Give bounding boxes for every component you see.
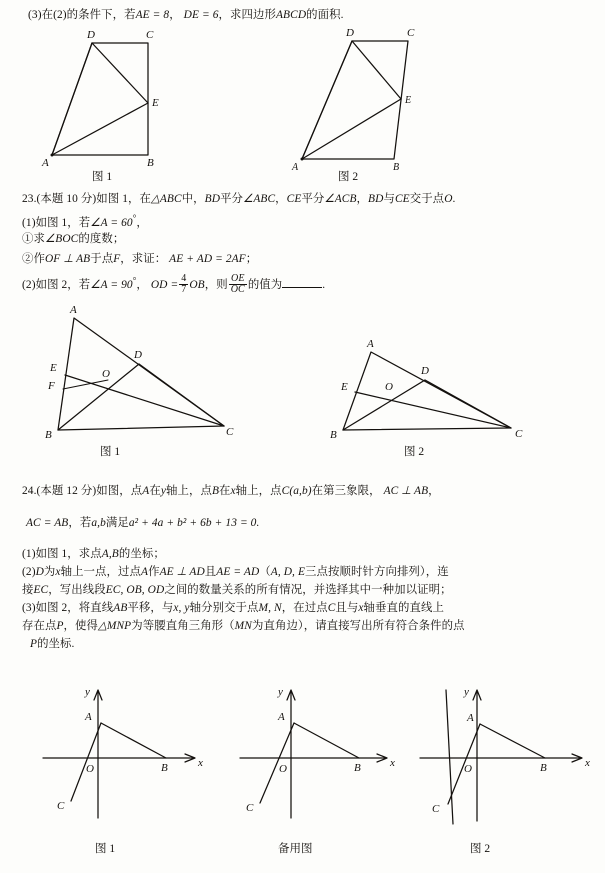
tri1-label-O: O: [102, 368, 110, 380]
q24-p3-l2-c: 为等腰直角三角形（: [131, 620, 235, 632]
q24-p2-x: x: [55, 566, 61, 578]
q24-xy-axes: x, y: [173, 602, 190, 614]
q24-p2-e: 且: [204, 566, 217, 578]
triangle-figure-1-caption: 图 1: [100, 446, 121, 458]
tri2-label-B: B: [330, 429, 337, 441]
q24-p3-l2-b: ，使得: [63, 620, 99, 632]
question-24-part3-line3: [30, 637, 74, 652]
q24-segments: EC, OB, OD: [105, 584, 165, 596]
tri1-label-F: F: [48, 380, 55, 392]
q23-header-i: .: [452, 193, 456, 205]
q23-bd: BD: [204, 193, 221, 205]
coord2-label-A: A: [467, 712, 474, 724]
coordinate-figure-1-caption: 图 1: [95, 843, 116, 855]
q23-angle-acb: ∠ACB: [324, 193, 357, 205]
q24-p1-points: A,B: [101, 548, 119, 560]
question-23-part1-sub2: [22, 252, 257, 267]
q23-p2-e: .: [322, 279, 326, 292]
q23-header-b: 中，: [181, 193, 205, 205]
quad-figure-2: [290, 25, 450, 175]
quad2-label-A: A: [292, 162, 299, 173]
coord1-label-C: C: [57, 800, 65, 812]
quad-figure-2-caption: 图 2: [338, 171, 359, 183]
q24-p2-l2-b: ，写出线段: [48, 584, 106, 596]
q24-header-g: ，: [428, 485, 440, 497]
q23-header-d: ，: [275, 193, 287, 205]
q24-p3-point-c: C: [327, 602, 336, 614]
q24-p3-c: 轴分别交于点: [189, 602, 259, 614]
q23-p1-degree: °: [132, 213, 137, 223]
question-24-line2: [26, 516, 259, 531]
q24-p1-b: 的坐标；: [118, 548, 165, 560]
q24-p2-f: （: [259, 566, 271, 578]
q24-p2-d: 作: [148, 566, 160, 578]
coordinate-figure-1: [35, 676, 220, 826]
q23-sub2-a: ②作: [22, 253, 45, 265]
q22-mid: ，求四边形: [218, 9, 276, 21]
tri1-label-B: B: [45, 429, 52, 441]
triangle-figure-2-caption: 图 2: [404, 446, 425, 458]
quad2-label-B: B: [393, 162, 400, 173]
question-24-part3-line1: [22, 601, 444, 616]
tri2-label-D: D: [421, 365, 429, 377]
quad1-label-A: A: [42, 157, 49, 169]
q23-ce2: CE: [394, 193, 410, 205]
q24-equation: a² + 4a + b² + 6b + 13 = 0.: [128, 517, 260, 529]
q24-segment-mn: MN: [234, 620, 252, 632]
q23-p2-b: ，: [136, 279, 148, 292]
question-23-part1-sub1: [22, 232, 124, 247]
q23-sub1-b: 的度数；: [78, 233, 125, 245]
coordinate-figure-2-caption: 图 2: [470, 843, 491, 855]
q23-header-c: 平分: [220, 193, 244, 205]
fraction-oe-oc: [229, 274, 247, 296]
question-23-part2: [22, 274, 325, 296]
q24-perpendicular: AC ⊥ AB: [383, 485, 429, 497]
q23-bd2: BD: [368, 193, 384, 205]
question-24-part2-line1: [22, 565, 449, 580]
quad-figure-1: [30, 25, 180, 175]
q22-prefix: (3)在(2)的条件下，若: [28, 9, 136, 21]
q24-p3-l2-a: 存在点: [22, 620, 57, 632]
q23-sub2-d: ；: [245, 253, 258, 265]
q24-p2-point-a: A: [141, 566, 149, 578]
q24-p3-b: 平移，与: [127, 602, 174, 614]
q24-triangle-mnp: △MNP: [98, 620, 132, 632]
q22-eq2: DE = 6: [183, 9, 219, 21]
q24-ae-eq-ad: AE = AD: [216, 566, 260, 578]
answer-blank[interactable]: [282, 278, 322, 289]
q24-header-f: 在第三象限，: [311, 485, 381, 497]
q24-p2-point-d: D: [35, 566, 44, 578]
coord2-label-y: y: [464, 686, 469, 698]
q23-header-a: 23.(本题 10 分)如图 1，在: [22, 193, 151, 205]
q24-ae-perp-ad: AE ⊥ AD: [159, 566, 205, 578]
ratio-numerator-oe: OE: [231, 273, 245, 284]
q24-p2-l2-c: 之间的数量关系的所有情况，并选择其中一种加以证明；: [164, 584, 452, 596]
triangle-figure-2: [315, 330, 535, 442]
spare-label-y: y: [278, 686, 283, 698]
coord2-label-C: C: [432, 803, 440, 815]
q24-header-d: 在: [219, 485, 231, 497]
coord1-label-B: B: [161, 762, 168, 774]
quad2-label-E: E: [405, 95, 412, 106]
q24-header-a: 24.(本题 12 分)如图，点: [22, 485, 143, 497]
tri1-label-D: D: [134, 349, 142, 361]
q24-header-e: 轴上，点: [235, 485, 282, 497]
coord1-label-O: O: [86, 763, 94, 775]
q24-points-mn: M, N: [258, 602, 282, 614]
question-24-header: [22, 484, 440, 499]
q22-suffix: 的面积.: [306, 9, 344, 21]
q23-p2-angle: ∠A = 90: [90, 279, 133, 292]
q24-points-ade: A, D, E: [270, 566, 306, 578]
q23-p2-a: (2)如图 2，若: [22, 279, 91, 292]
tri2-label-A: A: [367, 338, 374, 350]
q24-line2-c: 满足: [105, 517, 129, 529]
q23-od: OD =: [150, 279, 179, 292]
quad-figure-1-caption: 图 1: [92, 171, 113, 183]
q24-p2-l2-a: 接: [22, 584, 34, 596]
coord1-label-x: x: [198, 757, 203, 769]
q24-p3-x: x: [358, 602, 364, 614]
coordinate-figure-spare-caption: 备用图: [278, 843, 313, 855]
q23-header-g: 与: [383, 193, 395, 205]
q24-ab-vars: a,b: [91, 517, 106, 529]
coord2-label-O: O: [464, 763, 472, 775]
question-22-part3-text: [28, 8, 344, 23]
tri1-label-C: C: [226, 426, 234, 438]
q24-p2-c: 轴上一点，过点: [60, 566, 142, 578]
quad1-label-C: C: [146, 29, 154, 41]
q24-p2-g: 三点按顺时针方向排列），连: [305, 566, 449, 578]
q24-p2-a: (2): [22, 566, 36, 578]
q23-p2-degree: °: [132, 275, 137, 286]
q24-p3-f: 轴垂直的直线上: [363, 602, 444, 614]
quad1-label-D: D: [87, 29, 95, 41]
q22-quad: ABCD: [276, 9, 307, 21]
q24-p2-b: 为: [43, 566, 56, 578]
q23-header-f: ，: [356, 193, 369, 205]
triangle-figure-1: [28, 302, 258, 442]
q24-point-p: P: [56, 620, 64, 632]
spare-label-O: O: [279, 763, 287, 775]
spare-label-A: A: [278, 711, 285, 723]
q23-sub2-equation: AE + AD = 2AF: [169, 253, 246, 265]
q23-p1-a: (1)如图 1，若: [22, 216, 91, 229]
q23-angle-boc: ∠BOC: [44, 233, 79, 245]
quad1-label-E: E: [152, 97, 159, 109]
q23-point-o: O: [444, 193, 453, 205]
question-24-part1: [22, 547, 165, 562]
coord1-label-y: y: [85, 686, 90, 698]
q23-header-e: 平分: [301, 193, 325, 205]
q24-line-ab: AB: [113, 602, 128, 614]
question-24-part3-line2: [22, 619, 465, 634]
q24-point-b: B: [211, 485, 219, 497]
spare-label-C: C: [246, 802, 254, 814]
coordinate-figure-2: [415, 676, 605, 826]
tri2-label-O: O: [385, 381, 393, 393]
q24-ac-eq-ab: AC = AB: [26, 517, 69, 529]
q23-point-f: F: [113, 253, 121, 265]
q23-sub2-c: ，求证：: [120, 253, 167, 265]
q24-p3-a: (3)如图 2，将直线: [22, 602, 114, 614]
q24-line2-b: ，若: [68, 517, 92, 529]
q24-p1-a: (1)如图 1，求点: [22, 548, 102, 560]
q24-segment-ec: EC: [33, 584, 49, 596]
q24-y-axis: y: [160, 485, 166, 497]
coord2-label-x: x: [585, 757, 590, 769]
q23-sub1-a: ①求: [22, 233, 45, 245]
q24-p3-e: 且与: [335, 602, 359, 614]
fraction-numerator: 4: [181, 273, 187, 284]
q23-header-h: 交于点: [409, 193, 445, 205]
tri2-label-E: E: [341, 381, 348, 393]
q24-p3-l3-a: 的坐标.: [37, 638, 75, 650]
q23-p2-d: 的值为: [247, 279, 283, 292]
q22-eq1: AE = 8: [135, 9, 170, 21]
q23-p2-c: ，则: [204, 279, 228, 292]
question-23-part1: [22, 212, 148, 231]
q24-p3-l2-d: 为直角边），请直接写出所有符合条件的点: [251, 620, 465, 632]
q24-header-c: 轴上，点: [165, 485, 212, 497]
quad2-label-D: D: [346, 27, 354, 39]
q22-sep: ，: [169, 9, 181, 21]
fraction-denominator: 7: [181, 284, 187, 296]
quad1-label-B: B: [147, 157, 154, 169]
q24-point-a: A: [142, 485, 150, 497]
q23-p1-angle: ∠A = 60: [90, 216, 133, 229]
q24-point-c: C(a,b): [281, 485, 312, 497]
tri2-label-C: C: [515, 428, 523, 440]
q23-angle-abc: ∠ABC: [243, 193, 276, 205]
coord2-label-B: B: [540, 762, 547, 774]
spare-label-x: x: [390, 757, 395, 769]
q24-p3-l3-point-p: P: [30, 638, 38, 650]
spare-label-B: B: [354, 762, 361, 774]
q24-x-axis: x: [230, 485, 236, 497]
q23-sub2-b: 于点: [90, 253, 114, 265]
q23-triangle: △ABC: [151, 193, 182, 205]
quad2-label-C: C: [407, 27, 415, 39]
q23-ce: CE: [286, 193, 302, 205]
tri1-label-A: A: [70, 304, 77, 316]
coord1-label-A: A: [85, 711, 92, 723]
coordinate-figure-spare: [235, 676, 420, 826]
tri1-label-E: E: [50, 362, 57, 374]
question-24-part2-line2: [22, 583, 452, 598]
q24-p3-d: ，在过点: [281, 602, 328, 614]
ratio-denominator-oc: OC: [230, 284, 245, 296]
question-23-header: [22, 192, 455, 207]
q24-header-b: 在: [149, 485, 161, 497]
q23-p1-b: ，: [136, 216, 148, 229]
q23-ob: OB: [189, 279, 205, 292]
fraction-four-sevenths: [179, 274, 188, 296]
q23-of-perp-ab: OF ⊥ AB: [44, 253, 91, 265]
